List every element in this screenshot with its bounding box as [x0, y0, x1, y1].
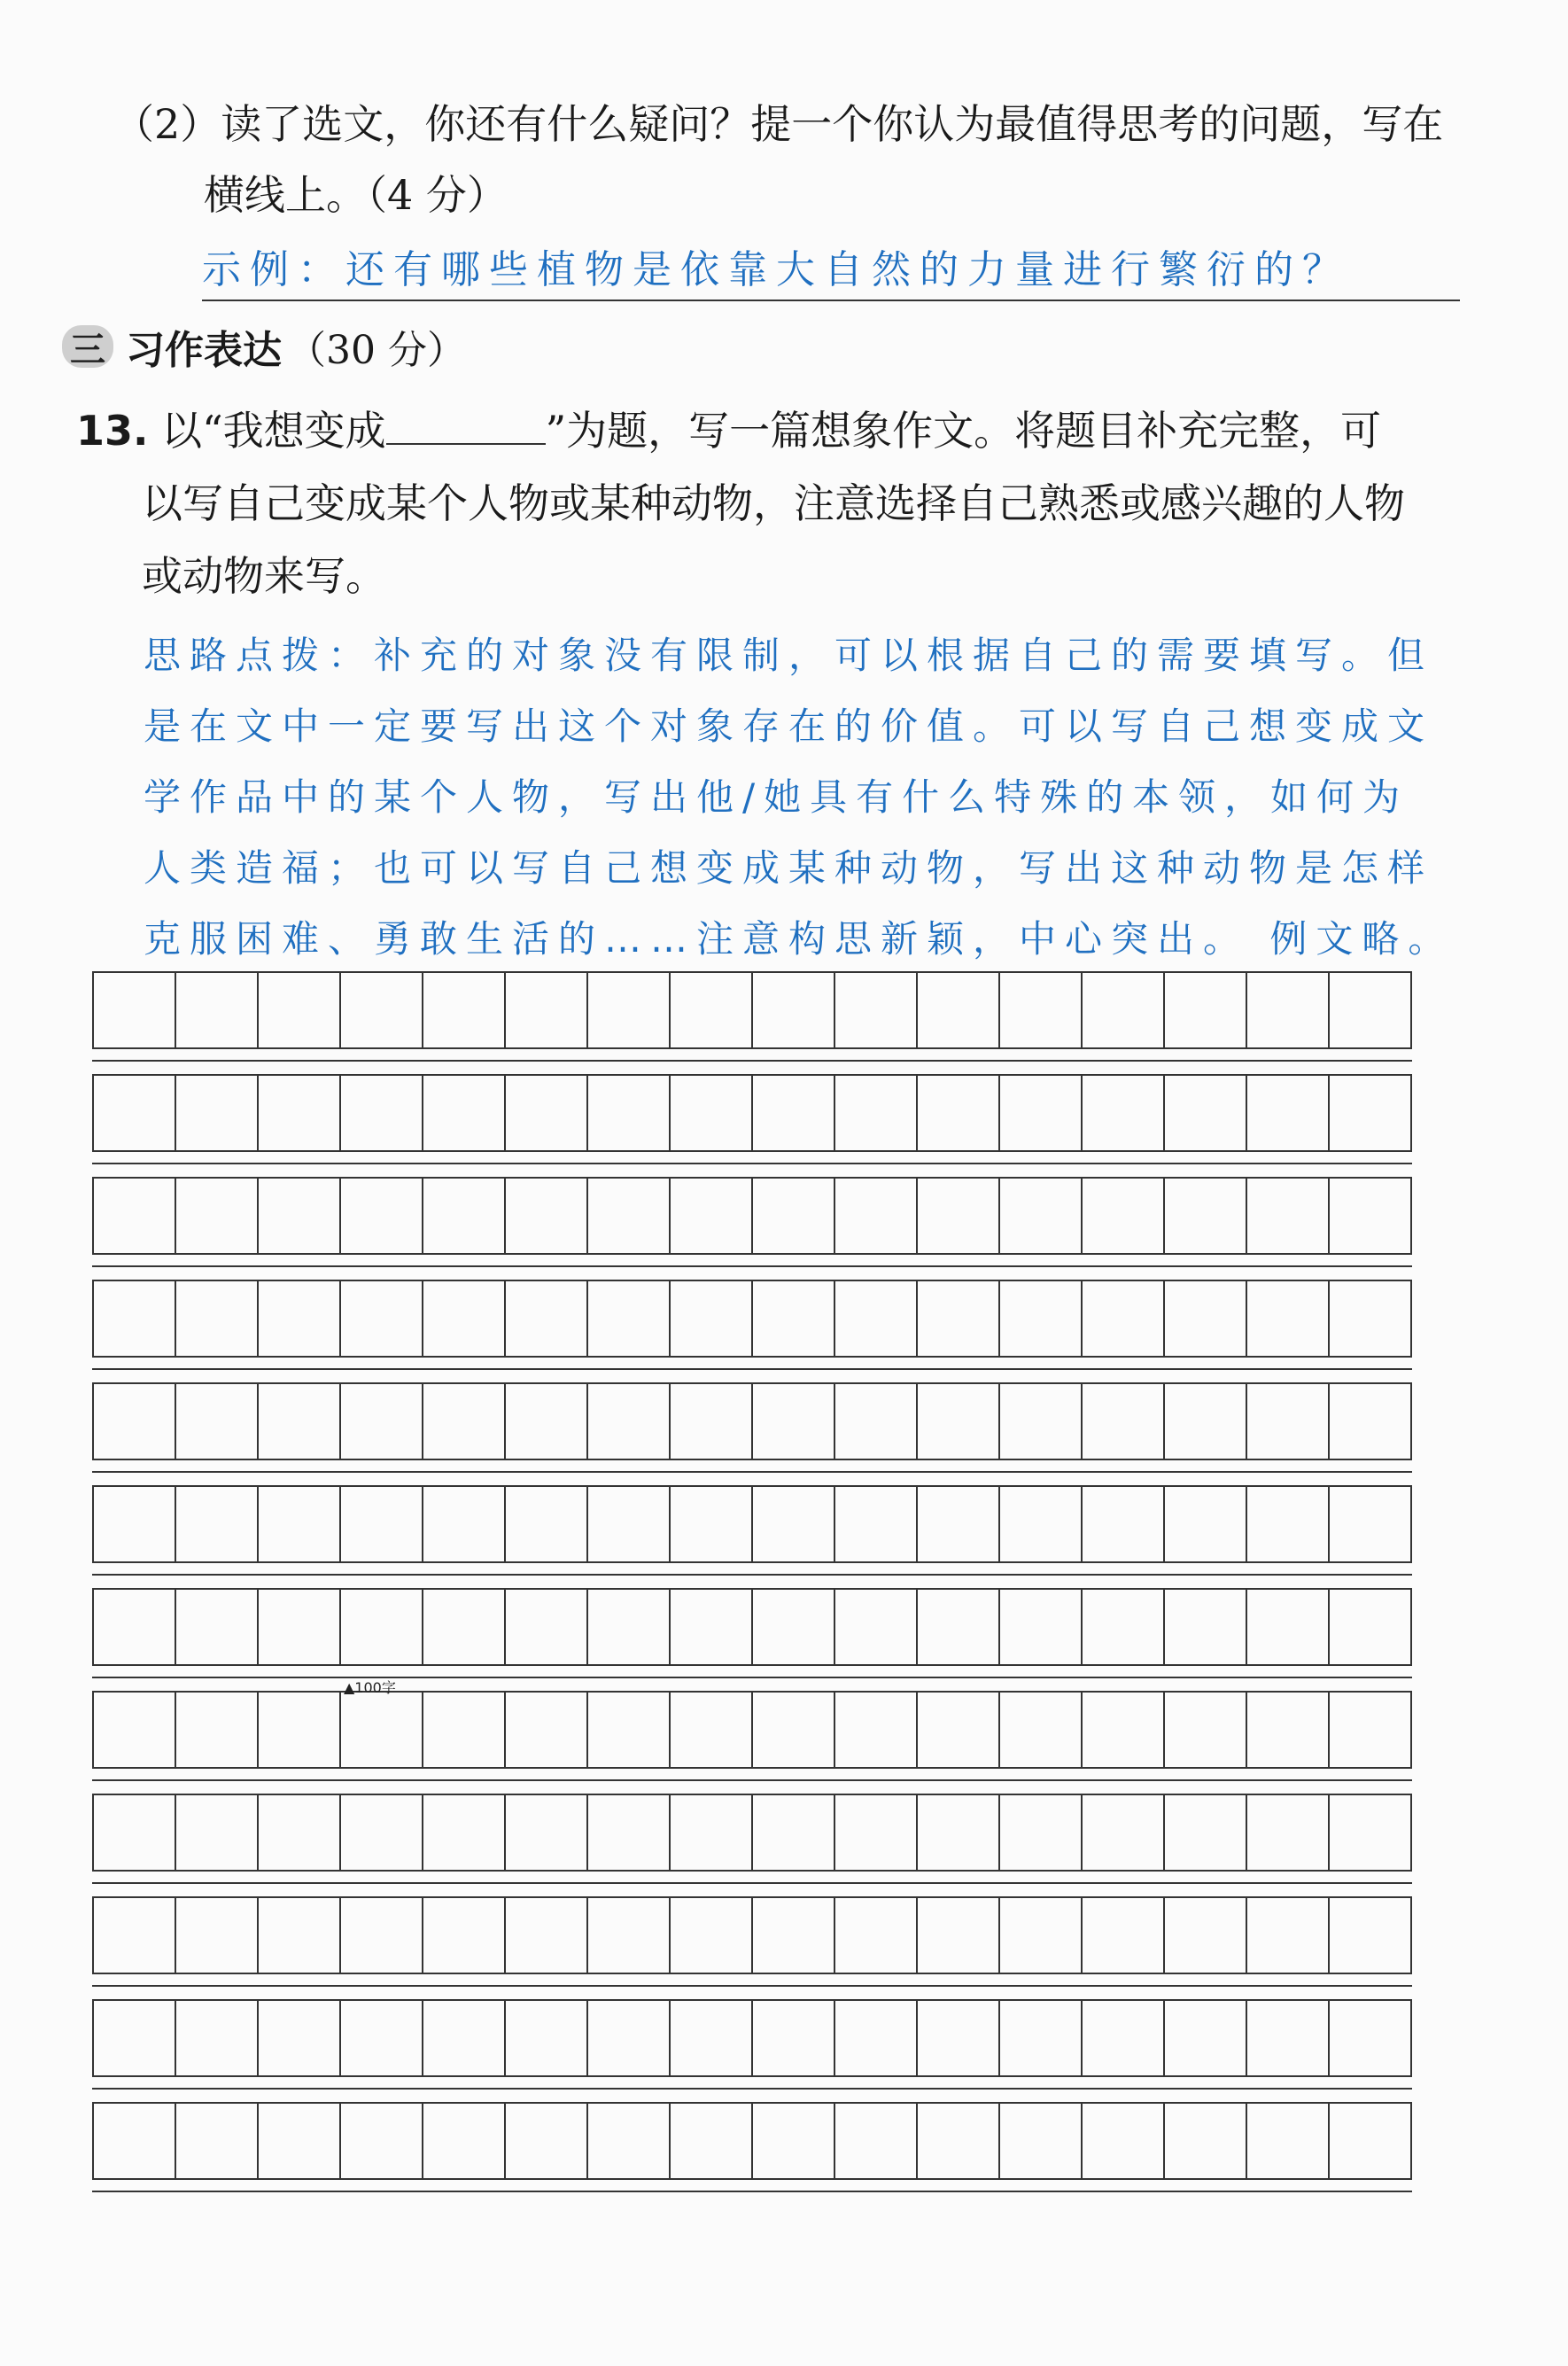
grid-cell[interactable] [1247, 1179, 1330, 1253]
grid-cell[interactable] [1165, 1076, 1247, 1150]
grid-cell[interactable] [588, 1590, 671, 1664]
grid-cell[interactable] [259, 1898, 341, 1973]
grid-cell[interactable] [1165, 1281, 1247, 1356]
grid-cell[interactable] [671, 1693, 753, 1767]
grid-cell[interactable] [506, 1281, 588, 1356]
grid-cell[interactable] [671, 1898, 753, 1973]
grid-cell[interactable] [1083, 1281, 1165, 1356]
grid-cell[interactable] [1000, 1693, 1083, 1767]
grid-cell[interactable] [94, 1384, 176, 1459]
grid-cell[interactable] [176, 973, 259, 1047]
grid-cell[interactable] [1083, 973, 1165, 1047]
grid-cell[interactable] [671, 1590, 753, 1664]
grid-cell[interactable] [423, 973, 506, 1047]
grid-cell[interactable] [176, 1590, 259, 1664]
grid-cell[interactable] [1330, 1693, 1410, 1767]
grid-cell[interactable] [753, 1384, 835, 1459]
grid-cell[interactable] [1165, 973, 1247, 1047]
grid-cell[interactable] [1330, 1384, 1410, 1459]
grid-cell[interactable] [341, 1590, 423, 1664]
sample-answer: 示例：还有哪些植物是依靠大自然的力量进行繁衍的？ [202, 247, 1350, 292]
grid-cell[interactable] [918, 1590, 1000, 1664]
grid-cell[interactable] [259, 1076, 341, 1150]
grid-row [92, 1485, 1412, 1563]
section-header [62, 317, 466, 376]
grid-row [92, 1896, 1412, 1974]
grid-cell[interactable] [588, 1795, 671, 1870]
question-13-prompt-end: ”为题，写一篇想象作文。将题目补充完整，可 [545, 407, 1382, 455]
grid-cell[interactable] [1247, 973, 1330, 1047]
grid-cell[interactable] [918, 973, 1000, 1047]
grid-cell[interactable] [506, 973, 588, 1047]
grid-cell[interactable] [1330, 973, 1410, 1047]
grid-cell[interactable] [176, 1384, 259, 1459]
grid-cell[interactable] [753, 1693, 835, 1767]
grid-cell[interactable] [94, 1590, 176, 1664]
grid-cell[interactable] [835, 1898, 918, 1973]
grid-cell[interactable] [918, 1384, 1000, 1459]
grid-row [92, 1177, 1412, 1255]
grid-cell[interactable] [94, 1281, 176, 1356]
grid-cell[interactable] [753, 1487, 835, 1561]
grid-cell[interactable] [341, 1384, 423, 1459]
grid-cell[interactable] [1247, 2001, 1330, 2075]
grid-cell[interactable] [1000, 1590, 1083, 1664]
grid-cell[interactable] [94, 2104, 176, 2178]
grid-cell[interactable] [671, 1281, 753, 1356]
grid-cell[interactable] [835, 1179, 918, 1253]
grid-cell[interactable] [1247, 1384, 1330, 1459]
grid-cell[interactable] [1000, 1076, 1083, 1150]
grid-cell[interactable] [506, 1898, 588, 1973]
grid-row [92, 1382, 1412, 1460]
grid-cell[interactable] [1247, 1693, 1330, 1767]
grid-cell[interactable] [1247, 1487, 1330, 1561]
grid-cell[interactable] [918, 2001, 1000, 2075]
hint-line2: 是在文中一定要写出这个对象存在的价值。可以写自己想变成文 [144, 704, 1434, 748]
title-blank[interactable] [386, 408, 546, 445]
question-2-text-line2: 横线上。（4 分） [204, 171, 508, 219]
grid-cell[interactable] [753, 2001, 835, 2075]
question-13-prompt-start: 以“我想变成 [161, 407, 386, 455]
grid-cell[interactable] [671, 1487, 753, 1561]
grid-cell[interactable] [341, 2104, 423, 2178]
grid-cell[interactable] [918, 1795, 1000, 1870]
grid-cell[interactable] [918, 1076, 1000, 1150]
grid-cell[interactable] [1083, 1384, 1165, 1459]
grid-cell[interactable] [835, 2104, 918, 2178]
grid-cell[interactable] [176, 1076, 259, 1150]
grid-cell[interactable] [259, 1281, 341, 1356]
grid-cell[interactable] [341, 973, 423, 1047]
grid-cell[interactable] [1330, 1590, 1410, 1664]
grid-cell[interactable] [1165, 1693, 1247, 1767]
grid-cell[interactable] [259, 1693, 341, 1767]
grid-cell[interactable] [1165, 2104, 1247, 2178]
grid-cell[interactable] [835, 1281, 918, 1356]
grid-cell[interactable] [588, 2001, 671, 2075]
grid-cell[interactable] [176, 1487, 259, 1561]
grid-cell[interactable] [1247, 1898, 1330, 1973]
grid-cell[interactable] [176, 2001, 259, 2075]
grid-cell[interactable] [259, 1384, 341, 1459]
grid-cell[interactable] [341, 2001, 423, 2075]
grid-cell[interactable] [506, 2104, 588, 2178]
grid-cell[interactable] [94, 1693, 176, 1767]
grid-cell[interactable] [753, 1795, 835, 1870]
grid-cell[interactable] [341, 1487, 423, 1561]
grid-cell[interactable] [506, 2001, 588, 2075]
question-13-number: 13. [76, 407, 149, 455]
section-number-badge: 三 [62, 325, 113, 368]
grid-cell[interactable] [423, 1590, 506, 1664]
hint-line4: 人类造福；也可以写自己想变成某种动物，写出这种动物是怎样 [144, 846, 1434, 890]
grid-cell[interactable] [1247, 2104, 1330, 2178]
grid-cell[interactable] [671, 1076, 753, 1150]
hint-line1: 思路点拨：补充的对象没有限制，可以根据自己的需要填写。但 [144, 634, 1434, 677]
grid-cell[interactable] [753, 1898, 835, 1973]
hint-line3: 学作品中的某个人物，写出他/她具有什么特殊的本领，如何为 [144, 775, 1409, 819]
grid-cell[interactable] [341, 1076, 423, 1150]
grid-cell[interactable] [835, 1076, 918, 1150]
grid-cell[interactable] [1083, 1076, 1165, 1150]
grid-cell[interactable] [671, 2104, 753, 2178]
grid-cell[interactable] [918, 1281, 1000, 1356]
grid-cell[interactable] [259, 1590, 341, 1664]
grid-cell[interactable] [259, 2104, 341, 2178]
grid-cell[interactable] [1330, 1076, 1410, 1150]
grid-cell[interactable] [1083, 1487, 1165, 1561]
grid-cell[interactable] [1330, 1795, 1410, 1870]
word-count-marker: ▲100字 [344, 1679, 396, 1696]
answer-line[interactable] [202, 241, 1460, 301]
grid-cell[interactable] [176, 2104, 259, 2178]
section-points: （30 分） [287, 328, 466, 373]
grid-cell[interactable] [1083, 1795, 1165, 1870]
grid-cell[interactable] [588, 1487, 671, 1561]
grid-cell[interactable] [506, 1693, 588, 1767]
grid-cell[interactable] [423, 1795, 506, 1870]
grid-cell[interactable] [753, 1076, 835, 1150]
grid-cell[interactable] [671, 2001, 753, 2075]
grid-cell[interactable] [753, 2104, 835, 2178]
grid-cell[interactable] [1165, 1487, 1247, 1561]
grid-cell[interactable] [341, 1179, 423, 1253]
grid-row [92, 971, 1412, 1049]
grid-cell[interactable] [94, 1487, 176, 1561]
grid-cell[interactable] [1000, 1898, 1083, 1973]
writing-hint [144, 620, 1463, 975]
grid-cell[interactable] [918, 2104, 1000, 2178]
grid-row [92, 1794, 1412, 1872]
grid-cell[interactable] [918, 1693, 1000, 1767]
grid-cell[interactable] [588, 2104, 671, 2178]
grid-cell[interactable] [918, 1487, 1000, 1561]
grid-cell[interactable] [259, 973, 341, 1047]
grid-cell[interactable] [176, 1281, 259, 1356]
grid-cell[interactable] [1330, 1281, 1410, 1356]
grid-cell[interactable] [1165, 1179, 1247, 1253]
grid-row [92, 1691, 1412, 1769]
grid-cell[interactable] [423, 1179, 506, 1253]
grid-cell[interactable] [94, 1076, 176, 1150]
grid-cell[interactable] [94, 1795, 176, 1870]
grid-cell[interactable] [1330, 1898, 1410, 1973]
question-2-number: （2） [113, 100, 221, 148]
grid-cell[interactable] [835, 1384, 918, 1459]
grid-cell[interactable] [1000, 2001, 1083, 2075]
grid-cell[interactable] [588, 973, 671, 1047]
grid-cell[interactable] [94, 2001, 176, 2075]
grid-cell[interactable] [506, 1179, 588, 1253]
grid-cell[interactable] [588, 1693, 671, 1767]
grid-cell[interactable] [1083, 1898, 1165, 1973]
grid-cell[interactable] [671, 1179, 753, 1253]
grid-cell[interactable] [341, 1795, 423, 1870]
grid-cell[interactable] [423, 1487, 506, 1561]
grid-cell[interactable] [94, 1898, 176, 1973]
grid-cell[interactable] [1247, 1281, 1330, 1356]
grid-cell[interactable] [341, 1693, 423, 1767]
grid-cell[interactable] [1330, 2001, 1410, 2075]
grid-row [92, 1280, 1412, 1358]
grid-cell[interactable] [753, 1590, 835, 1664]
grid-cell[interactable] [835, 2001, 918, 2075]
grid-cell[interactable] [835, 1590, 918, 1664]
grid-cell[interactable] [835, 973, 918, 1047]
grid-cell[interactable] [1165, 2001, 1247, 2075]
hint-line5: 克服困难、勇敢生活的……注意构思新颖，中心突出。 例文略。 [144, 917, 1455, 961]
writing-grid[interactable] [92, 971, 1412, 2205]
grid-cell[interactable] [259, 1487, 341, 1561]
grid-cell[interactable] [423, 2001, 506, 2075]
grid-cell[interactable] [671, 1795, 753, 1870]
grid-cell[interactable] [1083, 1179, 1165, 1253]
grid-cell[interactable] [1083, 2104, 1165, 2178]
grid-cell[interactable] [506, 1487, 588, 1561]
grid-cell[interactable] [671, 1384, 753, 1459]
grid-row [92, 2102, 1412, 2180]
grid-row [92, 1999, 1412, 2077]
grid-cell[interactable] [423, 1898, 506, 1973]
grid-cell[interactable] [1000, 1384, 1083, 1459]
grid-row [92, 1074, 1412, 1152]
grid-cell[interactable] [588, 1076, 671, 1150]
question-13 [76, 394, 1467, 612]
grid-cell[interactable] [918, 1179, 1000, 1253]
grid-cell[interactable] [753, 973, 835, 1047]
grid-cell[interactable] [94, 973, 176, 1047]
grid-cell[interactable] [423, 2104, 506, 2178]
grid-cell[interactable] [918, 1898, 1000, 1973]
grid-cell[interactable] [423, 1076, 506, 1150]
grid-cell[interactable] [1165, 1590, 1247, 1664]
grid-cell[interactable] [1000, 1795, 1083, 1870]
question-13-line3: 或动物来写。 [142, 552, 386, 600]
question-2-text-line1: 读了选文，你还有什么疑问？提一个你认为最值得思考的问题，写在 [221, 100, 1444, 148]
grid-cell[interactable] [506, 1590, 588, 1664]
grid-cell[interactable] [176, 1795, 259, 1870]
grid-cell[interactable] [753, 1179, 835, 1253]
grid-cell[interactable] [1000, 2104, 1083, 2178]
grid-cell[interactable] [1330, 1179, 1410, 1253]
grid-cell[interactable] [1165, 1384, 1247, 1459]
grid-cell[interactable] [835, 1795, 918, 1870]
grid-cell[interactable] [671, 973, 753, 1047]
grid-cell[interactable] [1165, 1898, 1247, 1973]
grid-cell[interactable] [506, 1795, 588, 1870]
grid-cell[interactable] [259, 1179, 341, 1253]
grid-cell[interactable] [1165, 1795, 1247, 1870]
grid-cell[interactable] [94, 1179, 176, 1253]
grid-cell[interactable] [506, 1076, 588, 1150]
section-title: 习作表达 [126, 328, 282, 373]
grid-cell[interactable] [341, 1898, 423, 1973]
grid-cell[interactable] [1083, 1590, 1165, 1664]
grid-cell[interactable] [1330, 2104, 1410, 2178]
grid-cell[interactable] [1000, 1281, 1083, 1356]
grid-cell[interactable] [1083, 2001, 1165, 2075]
grid-cell[interactable] [423, 1693, 506, 1767]
grid-cell[interactable] [176, 1179, 259, 1253]
grid-cell[interactable] [1247, 1795, 1330, 1870]
grid-cell[interactable] [588, 1898, 671, 1973]
grid-cell[interactable] [506, 1384, 588, 1459]
question-13-line2: 以写自己变成某个人物或某种动物，注意选择自己熟悉或感兴趣的人物 [142, 479, 1405, 527]
grid-cell[interactable] [1000, 1487, 1083, 1561]
grid-cell[interactable] [341, 1281, 423, 1356]
grid-cell[interactable] [835, 1487, 918, 1561]
grid-cell[interactable] [1000, 1179, 1083, 1253]
grid-cell[interactable] [1000, 973, 1083, 1047]
grid-cell[interactable] [588, 1281, 671, 1356]
grid-cell[interactable] [176, 1693, 259, 1767]
grid-row [92, 1588, 1412, 1666]
grid-cell[interactable] [176, 1898, 259, 1973]
grid-cell[interactable] [588, 1179, 671, 1253]
grid-cell[interactable] [423, 1281, 506, 1356]
grid-cell[interactable] [259, 2001, 341, 2075]
grid-cell[interactable] [1083, 1693, 1165, 1767]
grid-cell[interactable] [753, 1281, 835, 1356]
grid-cell[interactable] [1247, 1590, 1330, 1664]
grid-cell[interactable] [588, 1384, 671, 1459]
grid-cell[interactable] [1330, 1487, 1410, 1561]
grid-cell[interactable] [423, 1384, 506, 1459]
question-2 [113, 89, 1478, 230]
grid-cell[interactable] [1247, 1076, 1330, 1150]
grid-cell[interactable] [835, 1693, 918, 1767]
grid-cell[interactable] [259, 1795, 341, 1870]
